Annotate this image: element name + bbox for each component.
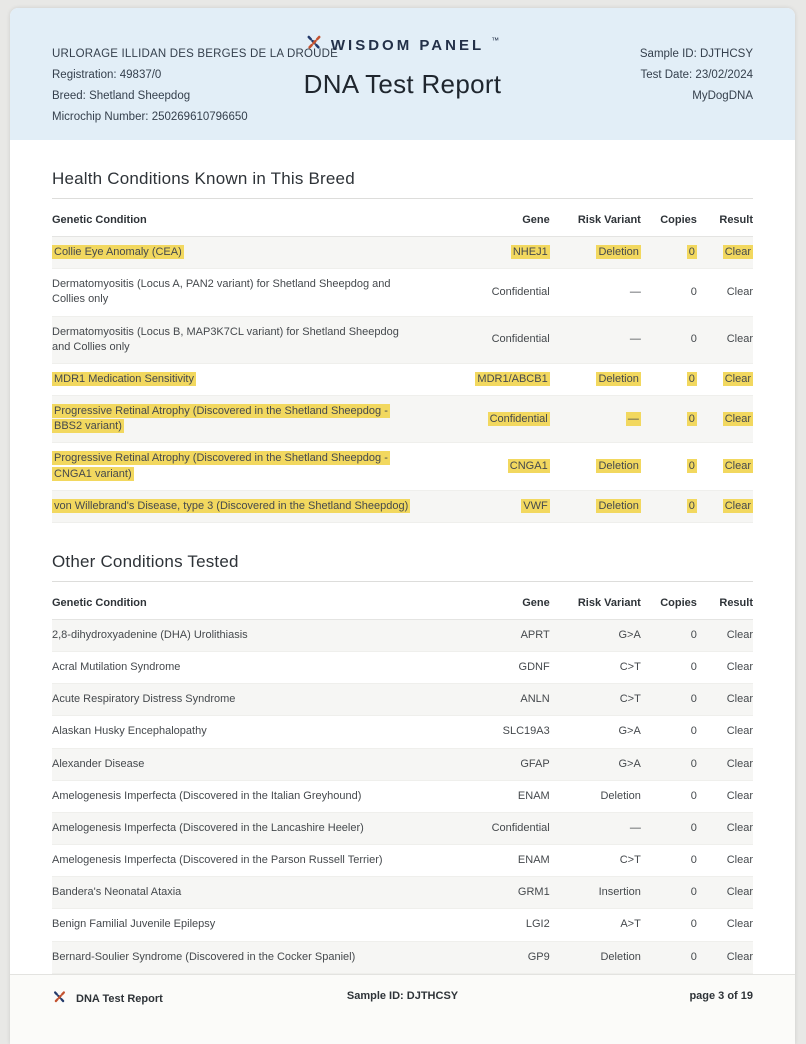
- risk-variant-cell: —: [629, 285, 641, 298]
- copies-cell: 0: [690, 628, 697, 641]
- table-row: [52, 269, 753, 316]
- result-cell: Clear: [724, 246, 751, 258]
- gene-cell: MDR1/ABCB1: [477, 372, 548, 385]
- risk-variant-cell: Deletion: [600, 789, 641, 802]
- table-row: [52, 812, 753, 844]
- result-cell: Clear: [726, 789, 753, 802]
- report-page: [10, 8, 795, 1044]
- copies-cell: 0: [690, 886, 697, 899]
- result-cell: Clear: [726, 757, 753, 770]
- gene-cell: ENAM: [517, 789, 550, 802]
- table-row: [52, 909, 753, 941]
- gene-cell: GDNF: [518, 661, 550, 674]
- copies-cell: 0: [688, 459, 695, 472]
- risk-variant-cell: A>T: [620, 918, 641, 931]
- copies-cell: 0: [690, 693, 697, 706]
- condition-cell: Alexander Disease: [52, 757, 145, 770]
- condition-cell: Collie Eye Anomaly (CEA): [54, 246, 182, 258]
- copies-cell: 0: [690, 757, 697, 770]
- report-content: [10, 140, 795, 974]
- condition-cell: Alaskan Husky Encephalopathy: [52, 725, 207, 738]
- table-row: [52, 316, 753, 363]
- column-header: Copies: [641, 582, 697, 620]
- result-cell: Clear: [726, 725, 753, 738]
- gene-cell: SLC19A3: [502, 725, 550, 738]
- gene-cell: GFAP: [520, 757, 550, 770]
- breed-conditions-table: [52, 199, 753, 523]
- risk-variant-cell: —: [627, 412, 639, 425]
- condition-cell: Benign Familial Juvenile Epilepsy: [52, 918, 216, 931]
- condition-cell: Amelogenesis Imperfecta (Discovered in the Italian Greyhound): [52, 789, 362, 802]
- table-row: [52, 716, 753, 748]
- dna-helix-icon: [52, 990, 67, 1008]
- column-header: Gene: [438, 582, 550, 620]
- gene-cell: VWF: [523, 499, 548, 512]
- table-row: [52, 748, 753, 780]
- risk-variant-cell: Deletion: [598, 372, 639, 385]
- gene-cell: NHEJ1: [512, 246, 548, 258]
- risk-variant-cell: C>T: [619, 693, 641, 706]
- microchip-number: Microchip Number: 250269610796650: [52, 110, 248, 123]
- column-header: Risk Variant: [550, 582, 641, 620]
- copies-cell: 0: [690, 950, 697, 963]
- result-cell: Clear: [726, 285, 753, 298]
- table-header-row: [52, 199, 753, 237]
- table-row: [52, 845, 753, 877]
- copies-cell: 0: [690, 821, 697, 834]
- copies-cell: 0: [690, 854, 697, 867]
- dog-name: URLORAGE ILLIDAN DES BERGES DE LA DROUDE: [52, 48, 338, 60]
- condition-cell: Progressive Retinal Atrophy (Discovered in the Shetland Sheepdog - BBS2 variant): [54, 405, 388, 433]
- risk-variant-cell: Deletion: [598, 246, 639, 258]
- condition-cell: Bandera's Neonatal Ataxia: [52, 886, 182, 899]
- dna-helix-icon: [305, 34, 323, 57]
- footer-sample-id: Sample ID: DJTHCSY: [346, 990, 459, 1002]
- risk-variant-cell: Deletion: [598, 499, 639, 512]
- copies-cell: 0: [690, 918, 697, 931]
- table-row: [52, 877, 753, 909]
- copies-cell: 0: [688, 246, 695, 258]
- gene-cell: GRM1: [517, 886, 550, 899]
- table-row: [52, 363, 753, 395]
- condition-cell: von Willebrand's Disease, type 3 (Discovered in the Shetland Sheepdog): [54, 499, 409, 512]
- copies-cell: 0: [688, 412, 695, 425]
- risk-variant-cell: C>T: [619, 661, 641, 674]
- table-row: [52, 941, 753, 973]
- column-header: Result: [697, 199, 753, 237]
- report-header-banner: [10, 8, 795, 140]
- gene-cell: CNGA1: [509, 459, 548, 472]
- result-cell: Clear: [726, 333, 753, 346]
- brand-name: WISDOM PANEL: [330, 37, 485, 54]
- table-row: [52, 443, 753, 490]
- column-header: Gene: [438, 199, 550, 237]
- column-header: Genetic Condition: [52, 199, 438, 237]
- risk-variant-cell: C>T: [619, 854, 641, 867]
- gene-cell: Confidential: [491, 285, 550, 298]
- gene-cell: Confidential: [491, 333, 550, 346]
- copies-cell: 0: [690, 285, 697, 298]
- table-row: [52, 490, 753, 522]
- copies-cell: 0: [688, 372, 695, 385]
- gene-cell: LGI2: [525, 918, 550, 931]
- condition-cell: Amelogenesis Imperfecta (Discovered in the Lancashire Heeler): [52, 821, 364, 834]
- table-header-row: [52, 582, 753, 620]
- condition-cell: Acral Mutilation Syndrome: [52, 661, 181, 674]
- column-header: Copies: [641, 199, 697, 237]
- condition-cell: Progressive Retinal Atrophy (Discovered in the Shetland Sheepdog - CNGA1 variant): [54, 452, 388, 480]
- risk-variant-cell: —: [629, 333, 641, 346]
- trademark-symbol: ™: [491, 36, 500, 45]
- result-cell: Clear: [726, 854, 753, 867]
- gene-cell: ENAM: [517, 854, 550, 867]
- gene-cell: APRT: [520, 628, 550, 641]
- column-header: Risk Variant: [550, 199, 641, 237]
- result-cell: Clear: [724, 372, 751, 385]
- report-footer: [10, 974, 795, 1044]
- result-cell: Clear: [726, 821, 753, 834]
- sample-id: Sample ID: DJTHCSY: [639, 48, 753, 60]
- section-heading: Other Conditions Tested: [52, 552, 753, 582]
- result-cell: Clear: [726, 628, 753, 641]
- risk-variant-cell: G>A: [618, 757, 641, 770]
- sample-info-block: [640, 44, 753, 107]
- copies-cell: 0: [690, 789, 697, 802]
- condition-cell: Dermatomyositis (Locus A, PAN2 variant) for Shetland Sheepdog and Collies only: [52, 278, 391, 306]
- page-title: DNA Test Report: [303, 69, 502, 99]
- risk-variant-cell: Deletion: [598, 459, 639, 472]
- risk-variant-cell: G>A: [618, 725, 641, 738]
- table-row: [52, 619, 753, 651]
- table-row: [52, 396, 753, 443]
- registration-number: Registration: 49837/0: [52, 68, 162, 81]
- gene-cell: GP9: [527, 950, 550, 963]
- condition-cell: Amelogenesis Imperfecta (Discovered in the Parson Russell Terrier): [52, 854, 383, 867]
- condition-cell: 2,8-dihydroxyadenine (DHA) Urolithiasis: [52, 628, 248, 641]
- gene-cell: Confidential: [489, 412, 548, 425]
- breed: Breed: Shetland Sheepdog: [52, 89, 191, 102]
- copies-cell: 0: [690, 725, 697, 738]
- table-row: [52, 237, 753, 269]
- test-date: Test Date: 23/02/2024: [640, 68, 753, 81]
- copies-cell: 0: [688, 499, 695, 512]
- result-cell: Clear: [726, 693, 753, 706]
- result-cell: Clear: [724, 499, 751, 512]
- copies-cell: 0: [690, 333, 697, 346]
- product-name: MyDogDNA: [692, 89, 753, 102]
- result-cell: Clear: [726, 886, 753, 899]
- footer-report-title: DNA Test Report: [76, 993, 163, 1005]
- risk-variant-cell: G>A: [618, 628, 641, 641]
- section-breed-conditions: [52, 169, 753, 523]
- risk-variant-cell: Insertion: [598, 886, 641, 899]
- result-cell: Clear: [726, 950, 753, 963]
- risk-variant-cell: Deletion: [600, 950, 641, 963]
- gene-cell: Confidential: [491, 821, 550, 834]
- result-cell: Clear: [726, 661, 753, 674]
- gene-cell: ANLN: [520, 693, 550, 706]
- condition-cell: Dermatomyositis (Locus B, MAP3K7CL variant) for Shetland Sheepdog and Collies only: [52, 325, 399, 353]
- result-cell: Clear: [726, 918, 753, 931]
- copies-cell: 0: [690, 661, 697, 674]
- table-row: [52, 780, 753, 812]
- result-cell: Clear: [724, 459, 751, 472]
- condition-cell: MDR1 Medication Sensitivity: [54, 372, 194, 385]
- other-conditions-table: [52, 582, 753, 974]
- column-header: Genetic Condition: [52, 582, 438, 620]
- section-heading: Health Conditions Known in This Breed: [52, 169, 753, 199]
- result-cell: Clear: [724, 412, 751, 425]
- condition-cell: Acute Respiratory Distress Syndrome: [52, 693, 236, 706]
- table-row: [52, 684, 753, 716]
- risk-variant-cell: —: [629, 821, 641, 834]
- condition-cell: Bernard-Soulier Syndrome (Discovered in the Cocker Spaniel): [52, 950, 356, 963]
- table-row: [52, 652, 753, 684]
- page-number: page 3 of 19: [689, 990, 754, 1002]
- section-other-conditions: [52, 552, 753, 974]
- column-header: Result: [697, 582, 753, 620]
